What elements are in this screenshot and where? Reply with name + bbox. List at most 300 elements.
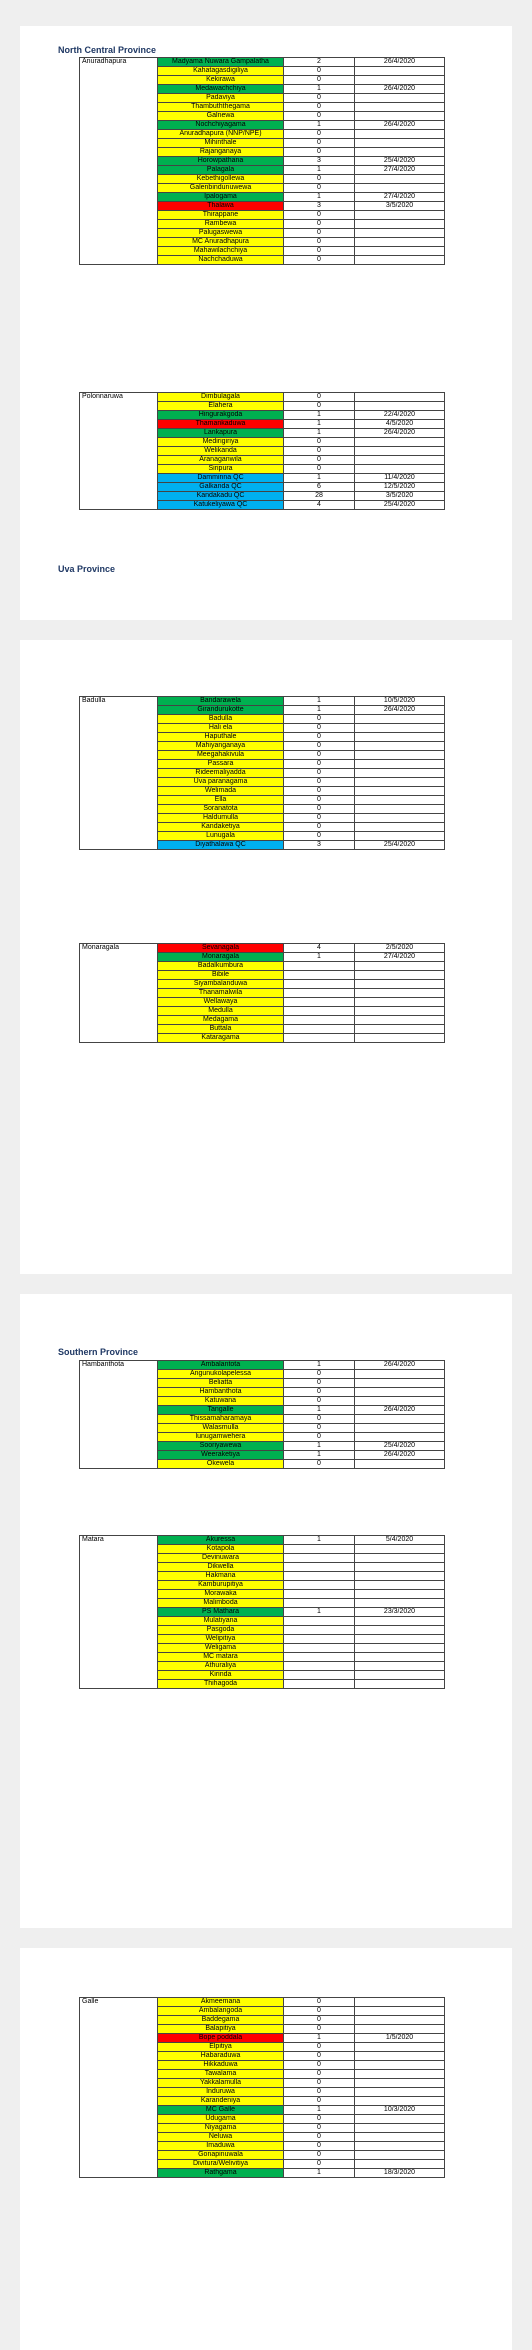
last-case-date-cell [355, 184, 445, 193]
last-case-date-cell: 25/4/2020 [355, 1442, 445, 1451]
last-case-date-cell [355, 402, 445, 411]
last-case-date-cell: 5/4/2020 [355, 1536, 445, 1545]
moh-area-cell: Imaduwa [158, 2142, 284, 2151]
moh-area-cell: Medagama [158, 1016, 284, 1025]
case-count-cell: 0 [284, 447, 355, 456]
case-count-cell: 0 [284, 175, 355, 184]
moh-area-cell: Tawalama [158, 2070, 284, 2079]
case-count-cell: 0 [284, 211, 355, 220]
last-case-date-cell [355, 715, 445, 724]
last-case-date-cell [355, 1626, 445, 1635]
last-case-date-cell [355, 2115, 445, 2124]
moh-area-cell: Diyathalawa QC [158, 841, 284, 850]
moh-area-cell: Pasgoda [158, 1626, 284, 1635]
case-count-cell: 0 [284, 1379, 355, 1388]
case-count-cell [284, 1034, 355, 1043]
moh-area-cell: Sooriyawewa [158, 1442, 284, 1451]
moh-area-cell: Balapitiya [158, 2025, 284, 2034]
moh-area-cell: Karandeniya [158, 2097, 284, 2106]
case-count-cell: 0 [284, 238, 355, 247]
moh-area-cell: Meegahakivula [158, 751, 284, 760]
case-count-cell: 0 [284, 733, 355, 742]
moh-area-cell: Kebethigollewa [158, 175, 284, 184]
moh-area-cell: Beliatta [158, 1379, 284, 1388]
moh-area-cell: Katuwana [158, 1397, 284, 1406]
moh-area-cell: Badulla [158, 715, 284, 724]
case-count-cell [284, 998, 355, 1007]
last-case-date-cell [355, 998, 445, 1007]
last-case-date-cell [355, 438, 445, 447]
moh-area-cell: Kahatagasdigiliya [158, 67, 284, 76]
last-case-date-cell [355, 724, 445, 733]
moh-area-cell: Girandurukotte [158, 706, 284, 715]
last-case-date-cell [355, 1662, 445, 1671]
last-case-date-cell [355, 971, 445, 980]
moh-area-cell: Mulatiyana [158, 1617, 284, 1626]
case-count-cell: 0 [284, 715, 355, 724]
case-count-cell [284, 1635, 355, 1644]
last-case-date-cell [355, 247, 445, 256]
case-count-cell: 0 [284, 112, 355, 121]
moh-area-cell: Ambalangoda [158, 2007, 284, 2016]
case-count-cell: 1 [284, 1442, 355, 1451]
table-body [80, 1998, 445, 2178]
case-count-cell: 0 [284, 832, 355, 841]
moh-area-cell: Kandakadu QC [158, 492, 284, 501]
moh-area-cell: Thanamalwila [158, 989, 284, 998]
district-name-cell: Anuradhapura [80, 58, 158, 265]
last-case-date-cell [355, 962, 445, 971]
case-count-cell: 1 [284, 1406, 355, 1415]
district-table-anuradhapura [79, 57, 445, 265]
case-count-cell: 1 [284, 1608, 355, 1617]
case-count-cell: 0 [284, 1415, 355, 1424]
last-case-date-cell [355, 256, 445, 265]
case-count-cell [284, 1626, 355, 1635]
moh-area-cell: Gonapinuwala [158, 2151, 284, 2160]
case-count-cell: 0 [284, 402, 355, 411]
last-case-date-cell: 25/4/2020 [355, 157, 445, 166]
last-case-date-cell: 26/4/2020 [355, 121, 445, 130]
district-table-badulla [79, 696, 445, 850]
last-case-date-cell [355, 1460, 445, 1469]
moh-area-cell: Madyama Nuwara Gampalatha [158, 58, 284, 67]
last-case-date-cell [355, 1653, 445, 1662]
case-count-cell: 0 [284, 751, 355, 760]
moh-area-cell: Palagala [158, 166, 284, 175]
case-count-cell [284, 989, 355, 998]
last-case-date-cell: 26/4/2020 [355, 1406, 445, 1415]
last-case-date-cell [355, 805, 445, 814]
moh-area-cell: Dikwella [158, 1563, 284, 1572]
moh-area-cell: Malimboda [158, 1599, 284, 1608]
last-case-date-cell [355, 2124, 445, 2133]
case-count-cell: 0 [284, 67, 355, 76]
moh-area-cell: Palugaswewa [158, 229, 284, 238]
case-count-cell: 0 [284, 1397, 355, 1406]
case-count-cell: 1 [284, 2034, 355, 2043]
case-count-cell: 0 [284, 760, 355, 769]
case-count-cell: 0 [284, 139, 355, 148]
case-count-cell: 1 [284, 2106, 355, 2115]
case-count-cell: 0 [284, 148, 355, 157]
moh-area-cell: Horowpathana [158, 157, 284, 166]
case-count-cell: 0 [284, 2115, 355, 2124]
moh-area-cell: Badalkumbura [158, 962, 284, 971]
case-count-cell: 1 [284, 2169, 355, 2178]
last-case-date-cell [355, 1379, 445, 1388]
case-count-cell [284, 1025, 355, 1034]
last-case-date-cell [355, 94, 445, 103]
case-count-cell: 0 [284, 1424, 355, 1433]
last-case-date-cell [355, 787, 445, 796]
last-case-date-cell [355, 238, 445, 247]
case-count-cell: 0 [284, 2151, 355, 2160]
last-case-date-cell: 25/4/2020 [355, 501, 445, 510]
case-count-cell: 2 [284, 58, 355, 67]
moh-area-cell: Thalawa [158, 202, 284, 211]
table-row [80, 1536, 445, 1545]
case-count-cell [284, 1581, 355, 1590]
last-case-date-cell [355, 456, 445, 465]
moh-area-cell: Ella [158, 796, 284, 805]
case-count-cell: 0 [284, 456, 355, 465]
last-case-date-cell [355, 148, 445, 157]
case-count-cell: 1 [284, 1361, 355, 1370]
last-case-date-cell [355, 2079, 445, 2088]
last-case-date-cell [355, 2070, 445, 2079]
last-case-date-cell: 26/4/2020 [355, 1361, 445, 1370]
moh-area-cell: Thihagoda [158, 1680, 284, 1689]
district-name-cell: Hambanthota [80, 1361, 158, 1469]
case-count-cell [284, 1617, 355, 1626]
last-case-date-cell [355, 2043, 445, 2052]
case-count-cell: 0 [284, 2124, 355, 2133]
case-count-cell: 0 [284, 814, 355, 823]
case-count-cell: 0 [284, 393, 355, 402]
case-count-cell: 0 [284, 2160, 355, 2169]
table-row [80, 1998, 445, 2007]
moh-area-cell: Kandaketiya [158, 823, 284, 832]
moh-area-cell: Mihinthale [158, 139, 284, 148]
last-case-date-cell [355, 760, 445, 769]
moh-area-cell: Weeraketiya [158, 1451, 284, 1460]
moh-area-cell: Thambuththegama [158, 103, 284, 112]
case-count-cell: 0 [284, 823, 355, 832]
table-row [80, 393, 445, 402]
case-count-cell: 0 [284, 256, 355, 265]
moh-area-cell: Thamankaduwa [158, 420, 284, 429]
case-count-cell: 0 [284, 2016, 355, 2025]
case-count-cell: 0 [284, 1433, 355, 1442]
moh-area-cell: Rideemaliyadda [158, 769, 284, 778]
case-count-cell: 0 [284, 2061, 355, 2070]
moh-area-cell: Okewela [158, 1460, 284, 1469]
heading-uva-province: Uva Province [58, 564, 116, 574]
last-case-date-cell: 26/4/2020 [355, 85, 445, 94]
case-count-cell [284, 1662, 355, 1671]
district-table-galle [79, 1997, 445, 2178]
moh-area-cell: Weligama [158, 1644, 284, 1653]
case-count-cell: 4 [284, 944, 355, 953]
case-count-cell: 0 [284, 184, 355, 193]
last-case-date-cell [355, 2061, 445, 2070]
case-count-cell [284, 1599, 355, 1608]
heading-southern-province: Southern Province [58, 1347, 139, 1357]
last-case-date-cell [355, 778, 445, 787]
last-case-date-cell [355, 2160, 445, 2169]
case-count-cell: 1 [284, 697, 355, 706]
moh-area-cell: Galenbindunuwewa [158, 184, 284, 193]
moh-area-cell: Siripura [158, 465, 284, 474]
district-table-hambanthota [79, 1360, 445, 1469]
case-count-cell: 0 [284, 103, 355, 112]
moh-area-cell: Welimada [158, 787, 284, 796]
moh-area-cell: Welikanda [158, 447, 284, 456]
case-count-cell: 0 [284, 220, 355, 229]
moh-area-cell: Ipalogama [158, 193, 284, 202]
moh-area-cell: Lankapura [158, 429, 284, 438]
last-case-date-cell [355, 2088, 445, 2097]
last-case-date-cell: 10/3/2020 [355, 2106, 445, 2115]
last-case-date-cell [355, 814, 445, 823]
case-count-cell [284, 980, 355, 989]
moh-area-cell: Katukeliyawa QC [158, 501, 284, 510]
moh-area-cell: Devinuwara [158, 1554, 284, 1563]
last-case-date-cell [355, 1415, 445, 1424]
moh-area-cell: Bope poddala [158, 2034, 284, 2043]
last-case-date-cell [355, 980, 445, 989]
moh-area-cell: Monaragala [158, 953, 284, 962]
moh-area-cell: Damminna QC [158, 474, 284, 483]
moh-area-cell: Hikkaduwa [158, 2061, 284, 2070]
last-case-date-cell: 27/4/2020 [355, 953, 445, 962]
case-count-cell: 0 [284, 2007, 355, 2016]
moh-area-cell: Habaraduwa [158, 2052, 284, 2061]
moh-area-cell: MC Anuradhapura [158, 238, 284, 247]
case-count-cell: 0 [284, 787, 355, 796]
moh-area-cell: Bibile [158, 971, 284, 980]
moh-area-cell: Haldumulla [158, 814, 284, 823]
moh-area-cell: Bandarawela [158, 697, 284, 706]
moh-area-cell: Medirigiriya [158, 438, 284, 447]
moh-area-cell: Divitura/Welivitiya [158, 2160, 284, 2169]
moh-area-cell: Wellawaya [158, 998, 284, 1007]
moh-area-cell: MC Galle [158, 2106, 284, 2115]
case-count-cell: 0 [284, 2052, 355, 2061]
district-name-cell: Badulla [80, 697, 158, 850]
moh-area-cell: Buttala [158, 1025, 284, 1034]
moh-area-cell: Galkanda QC [158, 483, 284, 492]
moh-area-cell: Mahiyanganaya [158, 742, 284, 751]
case-count-cell: 0 [284, 229, 355, 238]
moh-area-cell: Soranatota [158, 805, 284, 814]
case-count-cell: 1 [284, 953, 355, 962]
last-case-date-cell [355, 1007, 445, 1016]
last-case-date-cell [355, 1016, 445, 1025]
table-row [80, 58, 445, 67]
moh-area-cell: PS Mathara [158, 1608, 284, 1617]
case-count-cell: 1 [284, 85, 355, 94]
case-count-cell [284, 1016, 355, 1025]
case-count-cell: 0 [284, 247, 355, 256]
case-count-cell: 0 [284, 1388, 355, 1397]
moh-area-cell: Rambewa [158, 220, 284, 229]
last-case-date-cell: 25/4/2020 [355, 841, 445, 850]
last-case-date-cell: 1/5/2020 [355, 2034, 445, 2043]
last-case-date-cell [355, 1034, 445, 1043]
case-count-cell: 0 [284, 94, 355, 103]
case-count-cell: 0 [284, 76, 355, 85]
table-body [80, 1361, 445, 1469]
case-count-cell: 1 [284, 1451, 355, 1460]
case-count-cell: 0 [284, 130, 355, 139]
last-case-date-cell [355, 103, 445, 112]
last-case-date-cell [355, 2097, 445, 2106]
district-name-cell: Monaragala [80, 944, 158, 1043]
moh-area-cell: Haputhale [158, 733, 284, 742]
last-case-date-cell [355, 1433, 445, 1442]
last-case-date-cell [355, 751, 445, 760]
moh-area-cell: Morawaka [158, 1590, 284, 1599]
moh-area-cell: Tangalle [158, 1406, 284, 1415]
moh-area-cell: Mahawilachchiya [158, 247, 284, 256]
last-case-date-cell [355, 139, 445, 148]
moh-area-cell: Passara [158, 760, 284, 769]
moh-area-cell: Elpitiya [158, 2043, 284, 2052]
last-case-date-cell: 3/5/2020 [355, 202, 445, 211]
last-case-date-cell [355, 1998, 445, 2007]
moh-area-cell: Rajanganaya [158, 148, 284, 157]
moh-area-cell: Akmeemana [158, 1998, 284, 2007]
moh-area-cell: Galnewa [158, 112, 284, 121]
district-name-cell: Polonnaruwa [80, 393, 158, 510]
moh-area-cell: Angunukolapelessa [158, 1370, 284, 1379]
case-count-cell: 0 [284, 2025, 355, 2034]
moh-area-cell: Siyambalanduwa [158, 980, 284, 989]
last-case-date-cell [355, 1617, 445, 1626]
last-case-date-cell [355, 1572, 445, 1581]
district-table-matara [79, 1535, 445, 1689]
moh-area-cell: MC matara [158, 1653, 284, 1662]
moh-area-cell: Sevanagala [158, 944, 284, 953]
case-count-cell: 1 [284, 706, 355, 715]
case-count-cell: 0 [284, 2043, 355, 2052]
moh-area-cell: Niyagama [158, 2124, 284, 2133]
case-count-cell [284, 962, 355, 971]
last-case-date-cell [355, 1545, 445, 1554]
moh-area-cell: Baddegama [158, 2016, 284, 2025]
last-case-date-cell [355, 832, 445, 841]
last-case-date-cell [355, 1025, 445, 1034]
moh-area-cell: Anuradhapura (NNP/NPE) [158, 130, 284, 139]
case-count-cell [284, 1590, 355, 1599]
case-count-cell: 3 [284, 157, 355, 166]
moh-area-cell: Kekirawa [158, 76, 284, 85]
case-count-cell: 0 [284, 2070, 355, 2079]
moh-area-cell: Hali ela [158, 724, 284, 733]
last-case-date-cell [355, 67, 445, 76]
last-case-date-cell [355, 220, 445, 229]
last-case-date-cell [355, 447, 445, 456]
case-count-cell: 1 [284, 420, 355, 429]
last-case-date-cell: 3/5/2020 [355, 492, 445, 501]
case-count-cell: 1 [284, 411, 355, 420]
table-body [80, 697, 445, 850]
moh-area-cell: Athuraliya [158, 1662, 284, 1671]
last-case-date-cell: 27/4/2020 [355, 166, 445, 175]
district-name-cell: Galle [80, 1998, 158, 2178]
last-case-date-cell [355, 1397, 445, 1406]
case-count-cell: 6 [284, 483, 355, 492]
case-count-cell: 0 [284, 438, 355, 447]
last-case-date-cell: 22/4/2020 [355, 411, 445, 420]
table-row [80, 1361, 445, 1370]
case-count-cell: 0 [284, 2079, 355, 2088]
moh-area-cell: Medulla [158, 1007, 284, 1016]
case-count-cell [284, 1563, 355, 1572]
case-count-cell: 1 [284, 166, 355, 175]
last-case-date-cell: 4/5/2020 [355, 420, 445, 429]
moh-area-cell: Akuressa [158, 1536, 284, 1545]
case-count-cell: 28 [284, 492, 355, 501]
last-case-date-cell [355, 76, 445, 85]
last-case-date-cell [355, 742, 445, 751]
moh-area-cell: Lunugala [158, 832, 284, 841]
case-count-cell [284, 1644, 355, 1653]
case-count-cell [284, 1007, 355, 1016]
case-count-cell: 4 [284, 501, 355, 510]
last-case-date-cell: 26/4/2020 [355, 429, 445, 438]
last-case-date-cell [355, 1635, 445, 1644]
moh-area-cell: Elahera [158, 402, 284, 411]
last-case-date-cell [355, 393, 445, 402]
moh-area-cell: Udugama [158, 2115, 284, 2124]
case-count-cell [284, 1680, 355, 1689]
last-case-date-cell [355, 2151, 445, 2160]
case-count-cell: 0 [284, 796, 355, 805]
table-body [80, 58, 445, 265]
district-name-cell: Matara [80, 1536, 158, 1689]
last-case-date-cell [355, 2133, 445, 2142]
case-count-cell: 1 [284, 474, 355, 483]
case-count-cell: 0 [284, 1460, 355, 1469]
case-count-cell: 0 [284, 724, 355, 733]
case-count-cell: 0 [284, 805, 355, 814]
moh-area-cell: Dimbulagala [158, 393, 284, 402]
case-count-cell: 0 [284, 2097, 355, 2106]
case-count-cell: 1 [284, 193, 355, 202]
last-case-date-cell [355, 2007, 445, 2016]
last-case-date-cell: 10/5/2020 [355, 697, 445, 706]
last-case-date-cell [355, 796, 445, 805]
district-table-polonnaruwa [79, 392, 445, 510]
moh-area-cell: Kamburupitiya [158, 1581, 284, 1590]
last-case-date-cell [355, 1424, 445, 1433]
case-count-cell [284, 1671, 355, 1680]
last-case-date-cell [355, 1590, 445, 1599]
case-count-cell [284, 1572, 355, 1581]
last-case-date-cell [355, 1388, 445, 1397]
last-case-date-cell [355, 211, 445, 220]
case-count-cell [284, 1653, 355, 1662]
case-count-cell [284, 971, 355, 980]
last-case-date-cell: 26/4/2020 [355, 1451, 445, 1460]
moh-area-cell: Yakkalamulla [158, 2079, 284, 2088]
moh-area-cell: Neluwa [158, 2133, 284, 2142]
moh-area-cell: Kirinda [158, 1671, 284, 1680]
last-case-date-cell [355, 1563, 445, 1572]
